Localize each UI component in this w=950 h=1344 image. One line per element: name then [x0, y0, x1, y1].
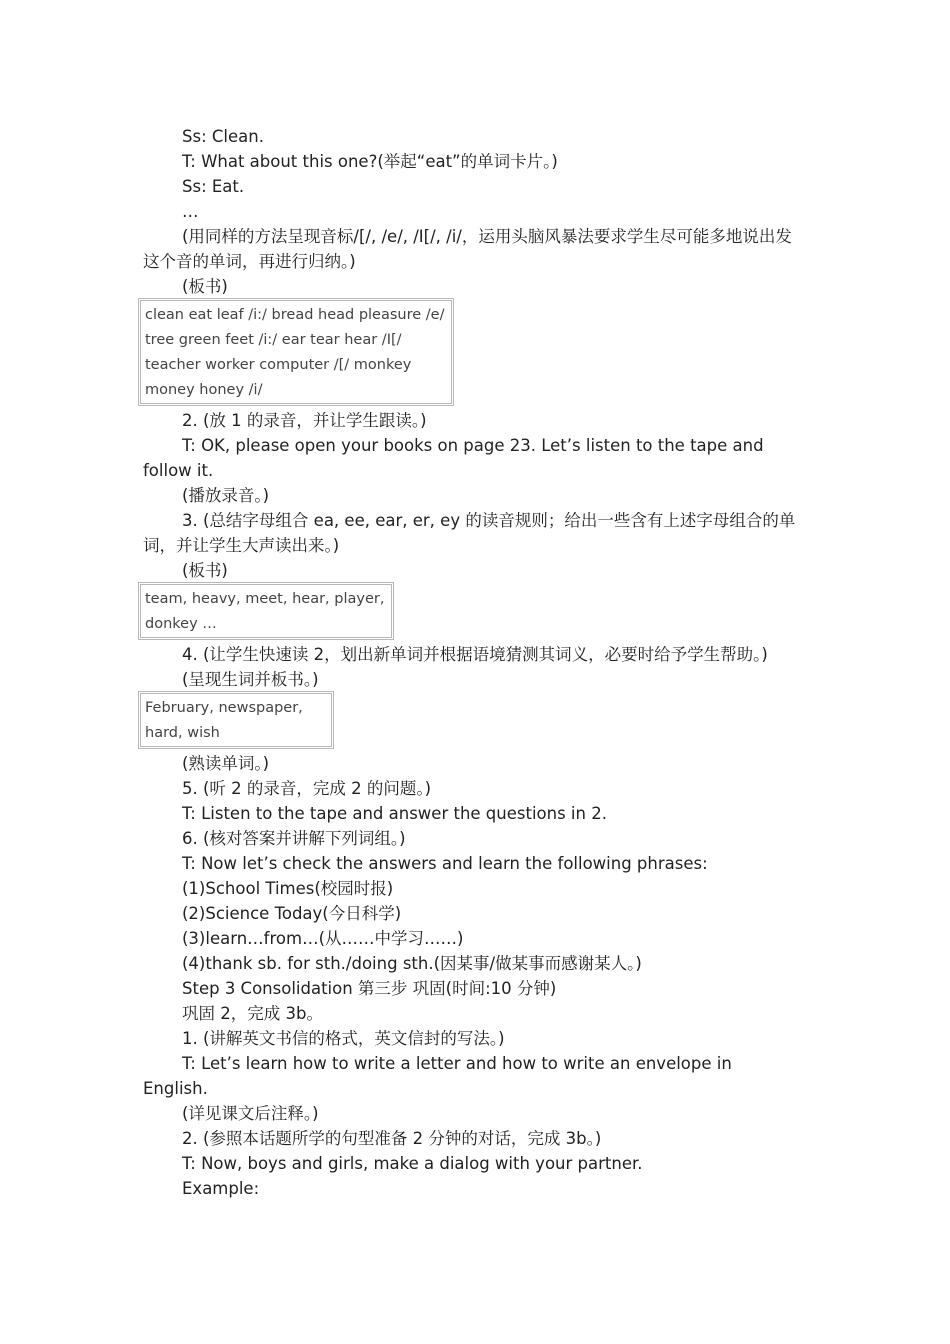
text-line: 1. (讲解英文书信的格式，英文信封的写法。)	[182, 1029, 505, 1048]
text-line: 2. (参照本话题所学的句型准备 2 分钟的对话，完成 3b。)	[182, 1129, 602, 1148]
text-line: (板书)	[182, 561, 228, 580]
text-line: Example:	[182, 1179, 260, 1198]
box-line: tree green feet /i:/ ear tear hear /I[/	[145, 332, 402, 348]
box-line: donkey …	[145, 616, 217, 632]
text-line: T: OK, please open your books on page 23. Let’s listen to the tape and	[182, 436, 764, 455]
blackboard-box	[138, 582, 394, 640]
text-line: (4)thank sb. for sth./doing sth.(因某事/做某事而感谢某人。)	[182, 954, 642, 973]
text-line: (用同样的方法呈现音标/[/, /e/, /I[/, /i/，运用头脑风暴法要求学生尽可能多地说出发	[182, 227, 792, 246]
blackboard-box	[138, 298, 454, 406]
text-line: 5. (听 2 的录音，完成 2 的问题。)	[182, 779, 432, 798]
text-line: T: Now let’s check the answers and learn the following phrases:	[182, 854, 708, 873]
text-line: …	[182, 202, 199, 221]
text-line: Ss: Eat.	[182, 177, 245, 196]
text-line: T: What about this one?(举起“eat”的单词卡片。)	[182, 152, 558, 171]
box-line: teacher worker computer /[/ monkey	[145, 357, 412, 373]
text-line: (播放录音。)	[182, 486, 270, 505]
text-line: follow it.	[143, 461, 214, 480]
text-line: 2. (放 1 的录音，并让学生跟读。)	[182, 411, 427, 430]
text-line: (熟读单词。)	[182, 754, 270, 773]
text-line: (3)learn…from…(从……中学习……)	[182, 929, 464, 948]
text-line: (板书)	[182, 277, 228, 296]
box-line: team, heavy, meet, hear, player,	[145, 591, 385, 607]
box-line: money honey /i/	[145, 382, 263, 398]
text-line: (1)School Times(校园时报)	[182, 879, 394, 898]
box-line: hard, wish	[145, 725, 220, 741]
blackboard-box	[138, 691, 334, 749]
text-line: 巩固 2，完成 3b。	[182, 1004, 323, 1023]
text-line: T: Listen to the tape and answer the questions in 2.	[182, 804, 607, 823]
text-line: T: Let’s learn how to write a letter and how to write an envelope in	[182, 1054, 732, 1073]
section-heading: Step 3 Consolidation 第三步 巩固(时间:10 分钟)	[182, 979, 557, 998]
text-line: (详见课文后注释。)	[182, 1104, 319, 1123]
text-line: (2)Science Today(今日科学)	[182, 904, 402, 923]
text-line: 这个音的单词，再进行归纳。)	[143, 252, 356, 271]
box-line: February, newspaper,	[145, 700, 303, 716]
text-line: English.	[143, 1079, 208, 1098]
text-line: Ss: Clean.	[182, 127, 264, 146]
text-line: 4. (让学生快速读 2，划出新单词并根据语境猜测其词义，必要时给予学生帮助。)	[182, 645, 768, 664]
text-line: (呈现生词并板书。)	[182, 670, 319, 689]
text-line: 6. (核对答案并讲解下列词组。)	[182, 829, 406, 848]
text-line: T: Now, boys and girls, make a dialog with your partner.	[182, 1154, 643, 1173]
text-line: 3. (总结字母组合 ea, ee, ear, er, ey 的读音规则；给出一些含有上述字母组合的单	[182, 511, 796, 530]
box-line: clean eat leaf /i:/ bread head pleasure /e/	[145, 307, 445, 323]
text-line: 词，并让学生大声读出来。)	[143, 536, 340, 555]
